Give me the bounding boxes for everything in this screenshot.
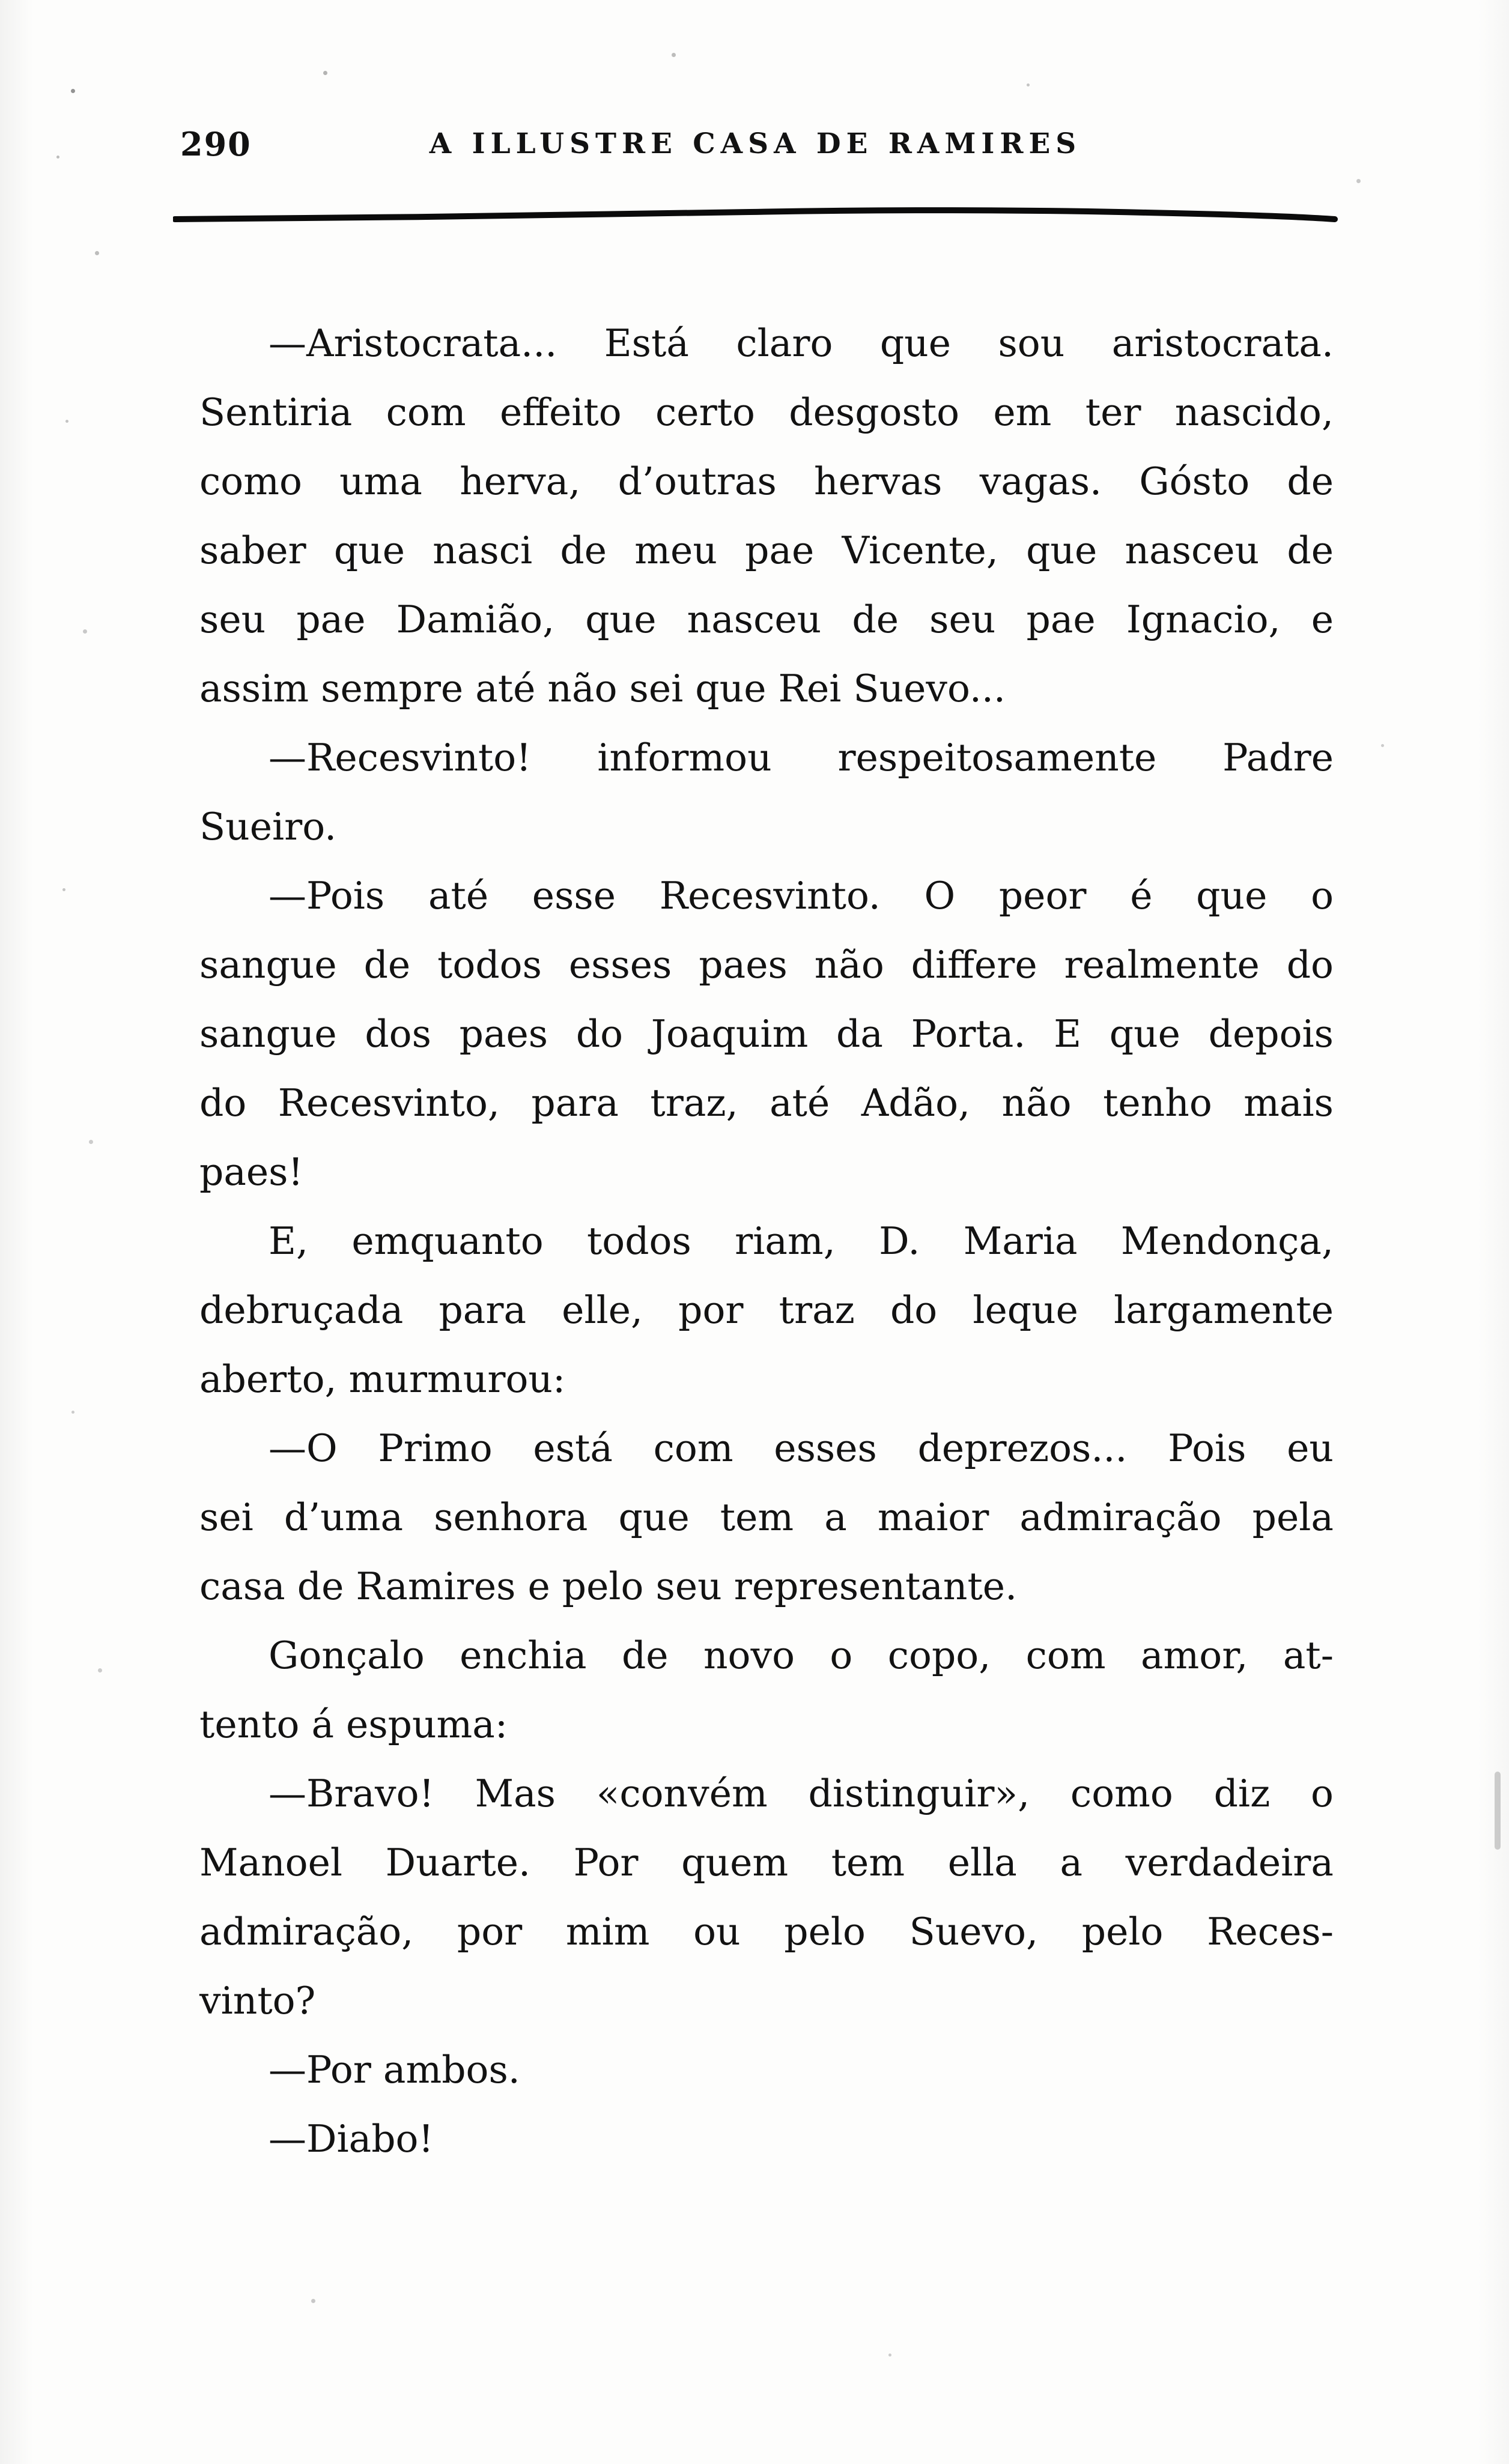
running-title: A ILLUSTRE CASA DE RAMIRES [429, 127, 1082, 160]
text-line: paes! [199, 1150, 303, 1194]
text-line: sangue de todos esses paes não differe realmente do [199, 943, 1334, 987]
paragraph [199, 861, 1334, 1206]
paragraph [199, 723, 1334, 861]
text-line: assim sempre até não sei que Rei Suevo... [199, 667, 1006, 710]
paragraph [199, 1759, 1334, 2035]
text-line: do Recesvinto, para traz, até Adão, não tenho mais [199, 1081, 1334, 1125]
text-line: —Diabo! [269, 2117, 434, 2161]
paragraph [199, 1206, 1334, 1414]
text-line: —Pois até esse Recesvinto. O peor é que o [269, 874, 1334, 918]
paragraph [199, 309, 1334, 723]
page-number: 290 [180, 125, 252, 163]
text-line: —Aristocrata... Está claro que sou aristocrata. [269, 321, 1334, 365]
text-line: admiração, por mim ou pelo Suevo, pelo Reces- [199, 1910, 1334, 1954]
page-edge-smudge [1495, 1772, 1501, 1850]
header-rule-line [173, 207, 1338, 225]
text-line: Gonçalo enchia de novo o copo, com amor, at- [269, 1633, 1334, 1677]
paragraph [199, 2035, 1334, 2104]
page-header [177, 125, 1334, 167]
text-line: tento á espuma: [199, 1703, 508, 1746]
text-line: aberto, murmurou: [199, 1357, 566, 1401]
text-line: —Recesvinto! informou respeitosamente Padre [269, 736, 1334, 779]
text-line: Manoel Duarte. Por quem tem ella a verdadeira [199, 1841, 1334, 1884]
text-line: —Por ambos. [269, 2048, 520, 2092]
text-line: —Bravo! Mas «convém distinguir», como diz o [269, 1772, 1334, 1815]
text-line: saber que nasci de meu pae Vicente, que nasceu de [199, 528, 1334, 572]
text-line: vinto? [199, 1979, 316, 2023]
header-rule [173, 207, 1338, 225]
text-line: Sentiria com effeito certo desgosto em ter nascido, [199, 390, 1334, 434]
text-line: —O Primo está com esses deprezos... Pois eu [269, 1426, 1334, 1470]
paragraph [199, 2104, 1334, 2173]
text-line: Sueiro. [199, 805, 337, 849]
text-line: sei d’uma senhora que tem a maior admiração pela [199, 1495, 1334, 1539]
text-line: casa de Ramires e pelo seu representante. [199, 1564, 1018, 1608]
text-line: E, emquanto todos riam, D. Maria Mendonça, [269, 1219, 1334, 1263]
scan-noise [0, 0, 2, 2]
text-line: sangue dos paes do Joaquim da Porta. E que depois [199, 1012, 1334, 1056]
paragraph [199, 1414, 1334, 1621]
text-block [199, 309, 1334, 2173]
text-line: debruçada para elle, por traz do leque largamente [199, 1288, 1334, 1332]
text-line: seu pae Damião, que nasceu de seu pae Ignacio, e [199, 598, 1334, 641]
paragraph [199, 1621, 1334, 1759]
text-line: como uma herva, d’outras hervas vagas. Gósto de [199, 459, 1334, 503]
